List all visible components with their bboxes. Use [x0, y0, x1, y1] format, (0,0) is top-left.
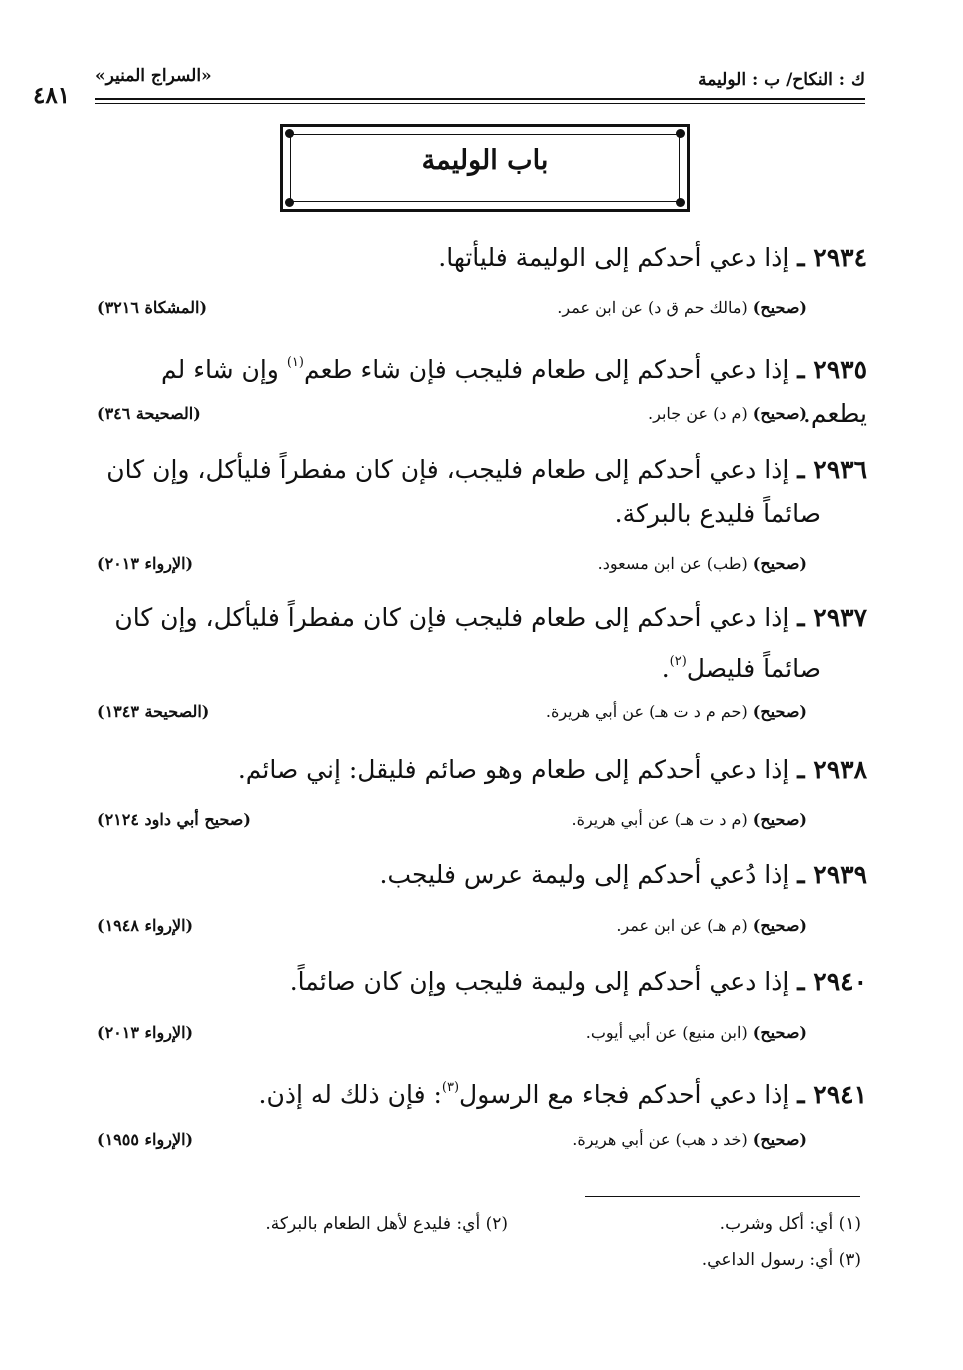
- page-header: [33, 64, 865, 109]
- footnote-text: أي: أكل وشرب.: [719, 1214, 834, 1234]
- footnote: [265, 1214, 508, 1234]
- narrators: (مالك حم ق د) عن ابن عمر.: [557, 298, 748, 317]
- hadith-number: ٢٩٣٩ ـ: [797, 860, 867, 889]
- grade: (صحيح): [752, 916, 807, 935]
- narrators: (م د ت هـ) عن أبي هريرة.: [571, 810, 748, 829]
- chapter-heading: ك : النكاح/ ب : الوليمة: [698, 70, 865, 90]
- hadith-line: .: [661, 654, 670, 683]
- narrators: (طب) عن ابن مسعود.: [597, 554, 748, 573]
- reference: (الصحيحة ٣٤٦): [97, 404, 201, 423]
- grade: (صحيح): [752, 810, 807, 829]
- footnote-text: أي: رسول الداعي.: [701, 1250, 834, 1270]
- hadith-number: ٢٩٣٨ ـ: [797, 755, 867, 784]
- hadith-text: [97, 236, 867, 280]
- hadith-number: ٢٩٤١ ـ: [797, 1080, 867, 1109]
- hadith-line: إذا دعي أحدكم إلى طعام فليجب فإن شاء طعم: [303, 355, 790, 384]
- source-text: [557, 298, 807, 317]
- grade: (صحيح): [752, 298, 807, 317]
- hadith-number: ٢٩٣٤ ـ: [797, 243, 867, 272]
- reference: (الإرواء ١٩٤٨): [97, 916, 194, 935]
- source-text: [598, 554, 807, 573]
- corner-ornament: [676, 129, 685, 138]
- source-text: [546, 702, 807, 721]
- footnote-marker: (١): [286, 355, 304, 370]
- hadith-source: [97, 810, 867, 840]
- footnote-number: (٢): [485, 1214, 508, 1234]
- grade: (صحيح): [752, 1130, 807, 1149]
- hadith-source: [97, 916, 867, 946]
- reference: (الصحيحة ١٣٤٣): [97, 702, 210, 721]
- hadith-number: ٢٩٣٥ ـ: [797, 355, 867, 384]
- footnote-number: (١): [838, 1214, 861, 1234]
- grade: (صحيح): [752, 702, 807, 721]
- grade: (صحيح): [752, 554, 807, 573]
- hadith-number: ٢٩٤٠ ـ: [797, 967, 867, 996]
- corner-ornament: [285, 129, 294, 138]
- corner-ornament: [285, 198, 294, 207]
- book-title: «السراج المنير»: [95, 66, 212, 86]
- reference: (الإرواء ١٩٥٥): [97, 1130, 194, 1149]
- grade: (صحيح): [752, 1023, 807, 1042]
- hadith-line: إذا دعي أحدكم فجاء مع الرسول: [459, 1080, 790, 1109]
- hadith-line: إذا دُعي أحدكم إلى وليمة عرس فليجب.: [379, 860, 790, 889]
- header-rule-thin: [95, 103, 865, 104]
- footnote: [702, 1250, 861, 1270]
- hadith-line: صائماً فليصل: [686, 654, 821, 683]
- hadith-line: إذا دعي أحدكم إلى طعام وهو صائم فليقل: إني صائم.: [237, 755, 790, 784]
- hadith-line: وإن شاء لم يطعم.: [161, 355, 867, 428]
- reference: (صحيح أبي داود ٢١٢٤): [97, 810, 251, 829]
- footnote-number: (٣): [838, 1250, 861, 1270]
- hadith-text: [97, 748, 867, 792]
- footnote: [720, 1214, 861, 1234]
- reference: (المشكاة ٣٢١٦): [97, 298, 208, 317]
- section-title-frame: [280, 124, 690, 212]
- narrators: (م د) عن جابر.: [648, 404, 748, 423]
- hadith-line-row: [97, 640, 867, 691]
- hadith-source: [97, 1023, 867, 1053]
- hadith-line: صائماً فليدع بالبركة.: [614, 499, 821, 528]
- hadith-text: [97, 960, 867, 1004]
- hadith-text: [97, 596, 867, 691]
- hadith-line-row: [97, 448, 867, 492]
- hadith-source: [97, 1130, 867, 1160]
- hadith-line: إذا دعي أحدكم إلى طعام فليجب فإن كان مفطراً فليأكل، وإن كان: [114, 603, 790, 632]
- footnote-marker: (٢): [669, 654, 687, 669]
- source-text: [571, 810, 807, 829]
- hadith-line: : فإن ذلك له إذن.: [258, 1080, 442, 1109]
- source-text: [648, 404, 807, 423]
- footnote-rule: [585, 1196, 860, 1197]
- hadith-source: [97, 404, 867, 434]
- hadith-text: [97, 448, 867, 536]
- hadith-text: [97, 853, 867, 897]
- footnote-text: أي: فليدع لأهل الطعام بالبركة.: [265, 1214, 481, 1234]
- hadith-line-row: [97, 596, 867, 640]
- hadith-line: إذا دعي أحدكم إلى وليمة فليجب وإن كان صائماً.: [289, 967, 790, 996]
- hadith-line: إذا دعي أحدكم إلى طعام فليجب، فإن كان مفطراً فليأكل، وإن كان: [106, 455, 790, 484]
- hadith-number: ٢٩٣٦ ـ: [797, 455, 867, 484]
- corner-ornament: [676, 198, 685, 207]
- page-number: ٤٨١: [33, 82, 71, 109]
- narrators: (ابن منيع) عن أبي أيوب.: [585, 1023, 748, 1042]
- reference: (الإرواء ٢٠١٣): [97, 554, 194, 573]
- source-text: [616, 916, 807, 935]
- hadith-line: إذا دعي أحدكم إلى الوليمة فليأتها.: [438, 243, 790, 272]
- reference: (الإرواء ٢٠١٣): [97, 1023, 194, 1042]
- hadith-source: [97, 702, 867, 732]
- hadith-source: [97, 554, 867, 584]
- hadith-source: [97, 298, 867, 328]
- header-rule: [95, 98, 865, 100]
- source-text: [586, 1023, 807, 1042]
- hadith-text: [97, 1066, 867, 1117]
- hadith-number: ٢٩٣٧ ـ: [797, 603, 867, 632]
- narrators: (حم م د ت هـ) عن أبي هريرة.: [545, 702, 748, 721]
- source-text: [572, 1130, 807, 1149]
- narrators: (م هـ) عن ابن عمر.: [616, 916, 748, 935]
- narrators: (خد د هب) عن أبي هريرة.: [572, 1130, 748, 1149]
- section-title: باب الوليمة: [421, 145, 549, 176]
- grade: (صحيح): [752, 404, 807, 423]
- footnote-marker: (٣): [441, 1080, 460, 1095]
